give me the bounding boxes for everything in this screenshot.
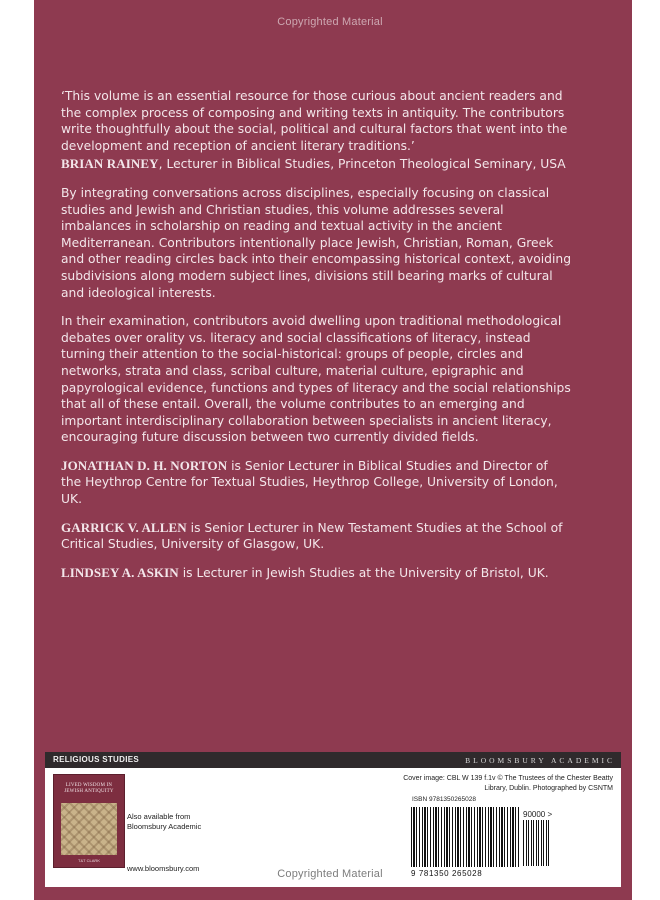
editor-bio-text: is Lecturer in Jewish Studies at the University of Bristol, UK. xyxy=(178,565,549,580)
endorser xyxy=(61,156,571,173)
also-available xyxy=(127,812,201,832)
related-book-cover xyxy=(53,774,125,868)
cover-footer xyxy=(45,752,621,887)
editor-bio-text: is Senior Lecturer in New Testament Studies at the School of Critical Studies, University of Glasgow, UK. xyxy=(61,520,563,552)
cover-image-credit xyxy=(295,774,613,794)
related-book-title: LIVED WISDOM IN JEWISH ANTIQUITY xyxy=(64,783,114,794)
isbn-label: ISBN 9781350265028 xyxy=(412,796,476,803)
editor-name: JONATHAN D. H. NORTON xyxy=(61,457,228,473)
also-available-line-1: Also available from xyxy=(127,812,191,821)
isbn-barcode xyxy=(411,807,519,867)
editor-bio-askin xyxy=(61,565,571,582)
cover-text xyxy=(61,88,571,581)
editor-bio-text: is Senior Lecturer in Biblical Studies and Director of the Heythrop Centre for Textual Studies, Heythrop College, University of London, UK. xyxy=(61,458,558,507)
price-code: 90000 > xyxy=(523,810,553,819)
endorsement-quote: ‘This volume is an essential resource for those curious about ancient readers and the complex process of composing and writing texts in antiquity. The contributors write thoughtfully about the social, political and cultural factors that went into the development and reception of ancient literary traditions.’ xyxy=(61,89,568,153)
editor-bio-allen xyxy=(61,520,571,553)
cover-credit-line-1: Cover image: CBL W 139 f.1v © The Trustees of the Chester Beatty xyxy=(403,775,613,782)
editor-name: GARRICK V. ALLEN xyxy=(61,519,187,535)
also-available-line-2: Bloomsbury Academic xyxy=(127,822,202,831)
endorser-title: , Lecturer in Biblical Studies, Princeton Theological Seminary, USA xyxy=(158,157,566,172)
subject-label: RELIGIOUS STUDIES xyxy=(53,755,139,764)
barcode-number: 9 781350 265028 xyxy=(411,869,483,878)
price-barcode xyxy=(523,820,551,866)
cover-credit-line-2: Library, Dublin. Photographed by CSNTM xyxy=(484,785,613,792)
blurb-paragraph-1: By integrating conversations across disciplines, especially focusing on classical studies and Jewish and Christian studies, this volume addresses several imbalances in scholarship on reading and textual activity in the ancient Mediterranean. Contributors intentionally place Jewish, Christian, Roman, Greek and other reading circles back into their encompassing historical context, avoiding subdivisions along modern subject lines, divisions still bearing marks of cultural and ideological interests. xyxy=(61,185,572,300)
editor-name: LINDSEY A. ASKIN xyxy=(61,564,179,580)
related-book-image xyxy=(61,803,117,855)
endorser-name: BRIAN RAINEY xyxy=(61,156,159,172)
watermark-bottom: Copyrighted Material xyxy=(277,868,383,880)
editor-bio-norton xyxy=(61,458,571,508)
blurb-paragraph-2: In their examination, contributors avoid dwelling upon traditional methodological debates over orality vs. literacy and social classifications of literacy, instead turning their attention to the social-historical: groups of people, circles and networks, strata and class, scribal culture, material culture, epigraphic and papyrological evidence, functions and types of literacy and the social relationships that all of these entail. Overall, the volume contributes to an emerging and important interdisciplinary collaboration between specialists in ancient literacy, encouraging future discussion between two currently divided fields. xyxy=(61,314,571,445)
related-book-imprint: T&T CLARK xyxy=(78,858,100,863)
publisher-label: BLOOMSBURY ACADEMIC xyxy=(465,756,615,765)
subject-band xyxy=(45,752,621,768)
publisher-website: www.bloomsbury.com xyxy=(127,864,200,873)
watermark-top: Copyrighted Material xyxy=(277,16,383,28)
